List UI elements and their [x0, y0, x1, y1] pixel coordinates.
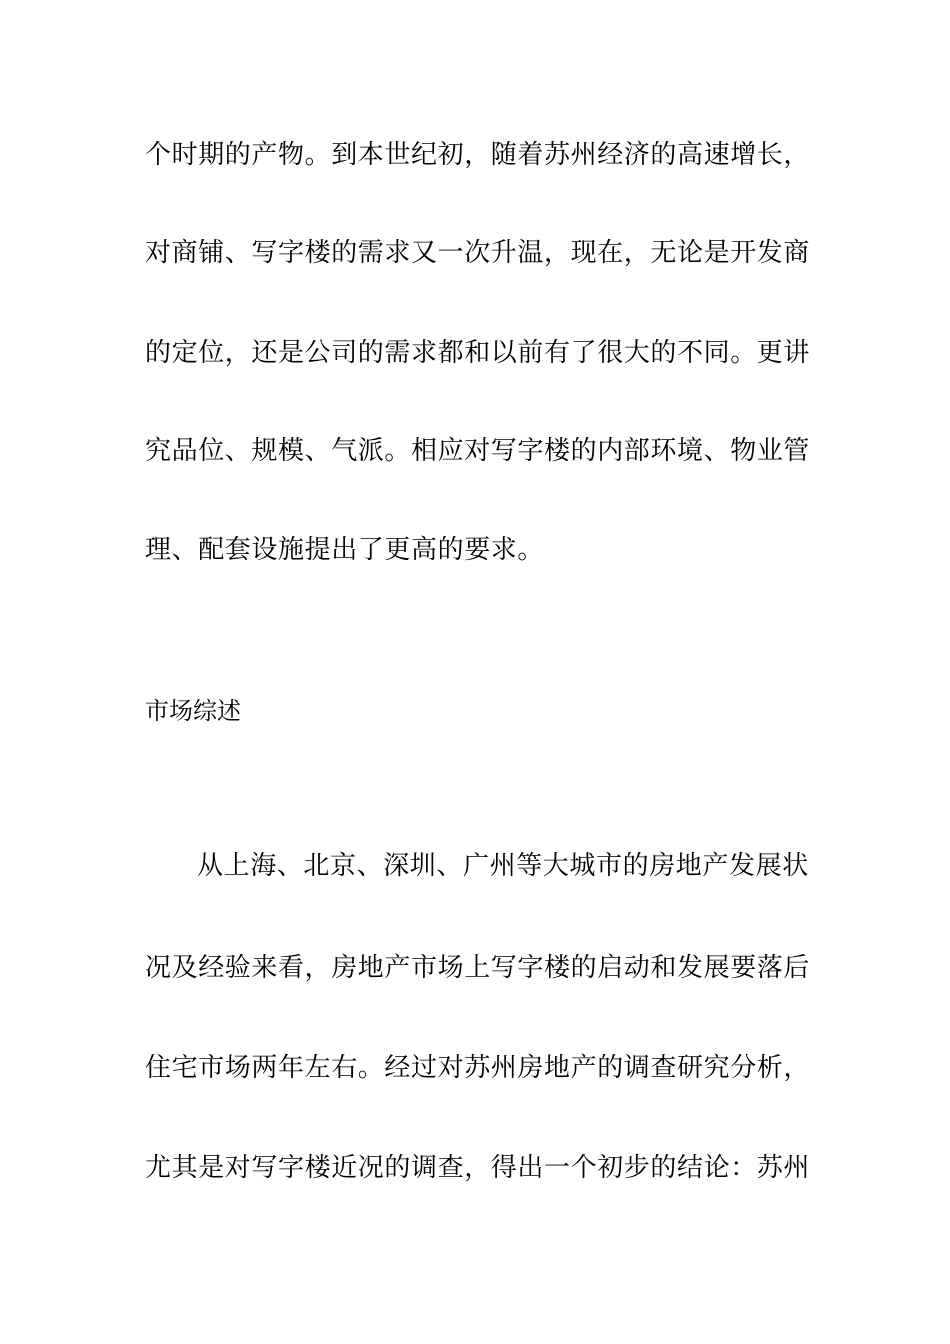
paragraph-line: 尤其是对写字楼近况的调查，得出一个初步的结论：苏州 [145, 1153, 811, 1183]
paragraph-line: 住宅市场两年左右。经过对苏州房地产的调查研究分析， [145, 1053, 811, 1083]
paragraph-line: 对商铺、写字楼的需求又一次升温，现在，无论是开发商 [145, 238, 811, 268]
section-heading: 市场综述 [145, 697, 241, 725]
paragraph-line: 况及经验来看，房地产市场上写字楼的启动和发展要落后 [145, 953, 811, 983]
paragraph-line: 个时期的产物。到本世纪初，随着苏州经济的高速增长， [145, 140, 811, 170]
paragraph-line: 的定位，还是公司的需求都和以前有了很大的不同。更讲 [145, 338, 811, 368]
paragraph-line: 究品位、规模、气派。相应对写字楼的内部环境、物业管 [145, 436, 811, 466]
paragraph-line: 理、配套设施提出了更高的要求。 [145, 535, 545, 565]
paragraph-line: 从上海、北京、深圳、广州等大城市的房地产发展状 [197, 851, 809, 881]
